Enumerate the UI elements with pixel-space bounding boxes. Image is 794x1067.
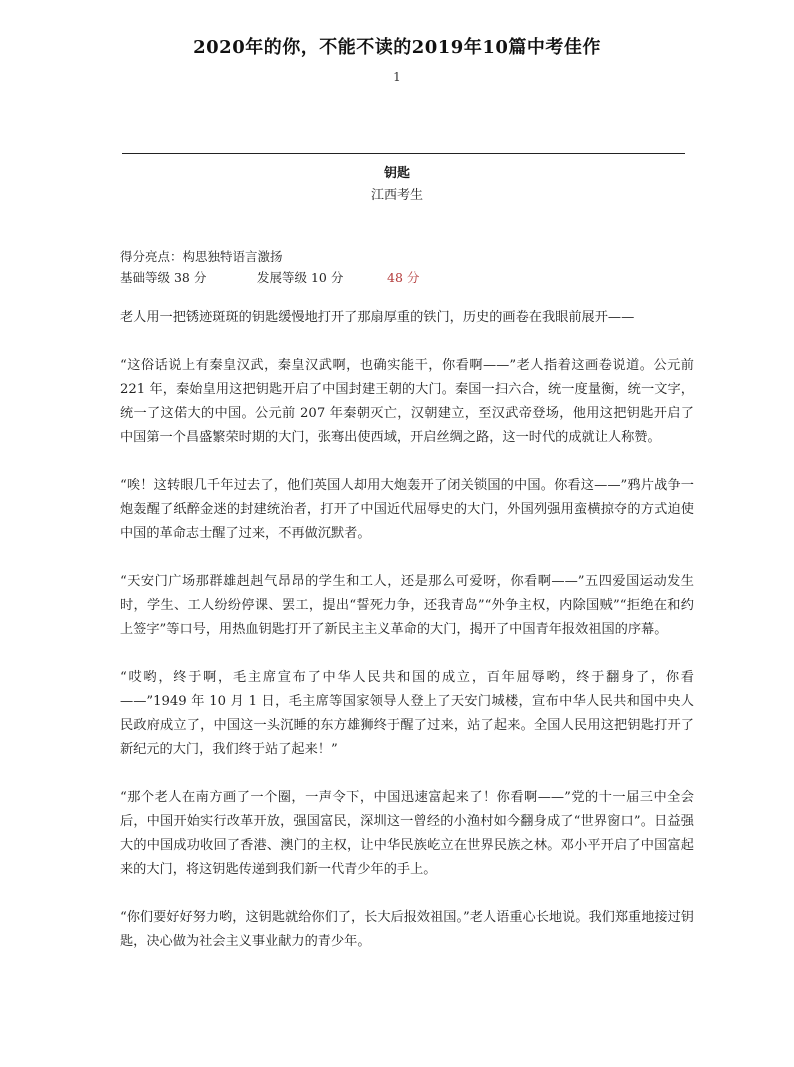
- document-title: 2020年的你，不能不读的2019年10篇中考佳作: [193, 37, 601, 58]
- paragraph: 老人用一把锈迹斑斑的钥匙缓慢地打开了那扇厚重的铁门，历史的画卷在我眼前展开——: [120, 310, 635, 325]
- paragraph: “唉！这转眼几千年过去了，他们英国人却用大炮轰开了闭关锁国的中国。你看这——”鸦片战争一炮轰醒了纸醉金迷的封建统治者，打开了中国近代屈辱史的大门，外国列强用蛮横掠夺的方式迫使中国的革命志士醒了过来，不再做沉默者。: [120, 478, 694, 541]
- paragraph: “你们要好好努力哟，这钥匙就给你们了，长大后报效祖国。”老人语重心长地说。我们郑重地接过钥匙，决心做为社会主义事业献力的青少年。: [120, 910, 694, 949]
- base-grade: 基础等级 38 分: [120, 270, 207, 285]
- essay-title: 钥匙: [383, 166, 410, 181]
- divider: [122, 153, 685, 154]
- score-info: [120, 246, 419, 288]
- score-grades: [120, 267, 419, 288]
- paragraph: “那个老人在南方画了一个圈，一声令下，中国迅速富起来了！你看啊——”党的十一届三中全会后，中国开始实行改革开放，强国富民，深圳这一曾经的小渔村如今翻身成了“世界窗口”。日益强大的中国成功收回了香港、澳门的主权，让中华民族屹立在世界民族之林。邓小平开启了中国富起来的大门，将这钥匙传递到我们新一代青少年的手上。: [120, 790, 694, 877]
- score-highlight: 得分亮点：构思独特语言激扬: [120, 249, 283, 264]
- development-grade: 发展等级 10 分: [257, 270, 344, 285]
- paragraph: “哎哟，终于啊，毛主席宣布了中华人民共和国的成立，百年屈辱哟，终于翻身了，你看——”1949 年 10 月 1 日，毛主席等国家领导人登上了天安门城楼，宣布中华人民共和国中央人民政府成立了，中国这一头沉睡的东方雄狮终于醒了过来，站了起来。全国人民用这把钥匙打开了新纪元的大门，我们终于站了起来！”: [120, 670, 694, 757]
- page-number: 1: [393, 70, 401, 84]
- essay-author: 江西考生: [370, 188, 423, 203]
- paragraph: “这俗话说上有秦皇汉武，秦皇汉武啊，也确实能干，你看啊——”老人指着这画卷说道。公元前 221 年，秦始皇用这把钥匙开启了中国封建王朝的大门。秦国一扫六合，统一度量衡，统一文字，统一了这偌大的中国。公元前 207 年秦朝灭亡，汉朝建立，至汉武帝登场，他用这把钥匙开启了中国第一个昌盛繁荣时期的大门，张骞出使西域，开启丝绸之路，这一时代的成就让人称赞。: [120, 358, 694, 445]
- essay-body: [120, 306, 694, 978]
- total-score: 48 分: [387, 270, 420, 285]
- paragraph: “天安门广场那群雄赳赳气昂昂的学生和工人，还是那么可爱呀，你看啊——”五四爱国运动发生时，学生、工人纷纷停课、罢工，提出“誓死力争，还我青岛”“外争主权，内除国贼”“拒绝在和约上签字”等口号，用热血钥匙打开了新民主主义革命的大门，揭开了中国青年报效祖国的序幕。: [120, 574, 694, 637]
